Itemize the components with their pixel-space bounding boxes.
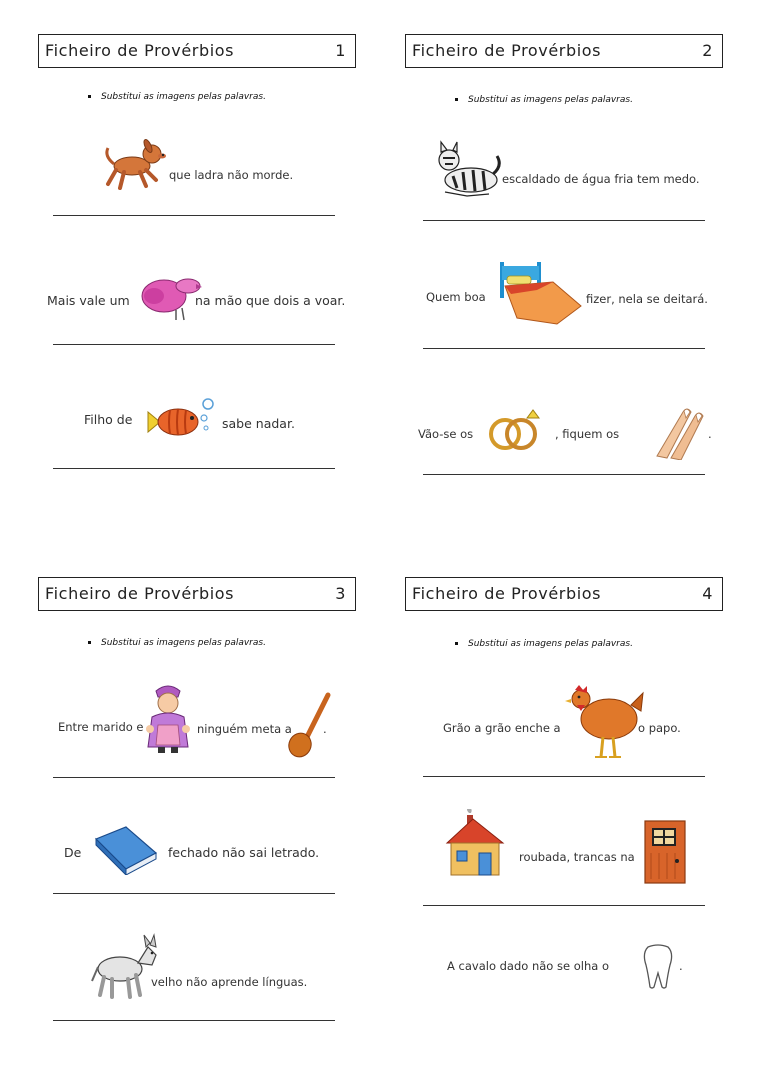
fish-icon	[144, 398, 216, 442]
card-header	[405, 34, 723, 68]
proverb-text-before: Quem boa	[426, 290, 486, 304]
proverb-text: na mão que dois a voar.	[195, 293, 346, 308]
proverb-text: sabe nadar.	[222, 416, 295, 431]
answer-line	[53, 777, 335, 778]
card-number: 4	[702, 584, 713, 603]
instruction-text: Substitui as imagens pelas palavras.	[468, 639, 633, 649]
door-icon	[643, 819, 687, 885]
answer-line	[423, 348, 705, 349]
card-title: Ficheiro de Provérbios	[45, 41, 235, 60]
proverb-text: escaldado de água fria tem medo.	[502, 172, 700, 186]
house-icon	[443, 809, 513, 879]
card-number: 3	[335, 584, 346, 603]
donkey-icon	[90, 933, 164, 999]
answer-line	[423, 905, 705, 906]
proverb-text: ninguém meta a	[197, 722, 292, 736]
proverb-card-2	[405, 34, 735, 534]
instruction-text: Substitui as imagens pelas palavras.	[468, 95, 633, 105]
rings-icon	[483, 406, 547, 456]
woman-icon	[144, 683, 192, 757]
bullet-icon	[455, 642, 458, 645]
answer-line	[423, 220, 705, 221]
card-title: Ficheiro de Provérbios	[412, 584, 602, 603]
card-number: 2	[702, 41, 713, 60]
proverb-text: fechado não sai letrado.	[168, 845, 320, 860]
proverb-text-before: A cavalo dado não se olha o	[447, 959, 609, 973]
proverb-text-after: .	[323, 722, 327, 736]
fingers-icon	[653, 404, 709, 460]
answer-line	[53, 468, 335, 469]
book-icon	[92, 823, 160, 875]
proverb-text-before: De	[64, 845, 82, 860]
proverb-card-3	[38, 577, 368, 1077]
proverb-text-before: Entre marido e	[58, 720, 144, 734]
bullet-icon	[88, 95, 91, 98]
proverb-text: o papo.	[638, 721, 681, 735]
proverb-text-before: Grão a grão enche a	[443, 721, 561, 735]
bullet-icon	[455, 98, 458, 101]
answer-line	[423, 776, 705, 777]
bed-icon	[497, 260, 583, 326]
proverb-text-before: Mais vale um	[47, 293, 130, 308]
bullet-icon	[88, 641, 91, 644]
proverb-text-before: Vão-se os	[418, 427, 474, 441]
proverb-text-before: Filho de	[84, 412, 133, 427]
cat-icon	[431, 138, 503, 200]
instruction-text: Substitui as imagens pelas palavras.	[101, 638, 266, 648]
card-header	[38, 577, 356, 611]
instruction	[455, 95, 633, 105]
proverb-text: , fiquem os	[555, 427, 620, 441]
instruction	[88, 92, 266, 102]
card-header	[38, 34, 356, 68]
card-header	[405, 577, 723, 611]
proverb-card-4	[405, 577, 735, 1077]
proverb-text: roubada, trancas na	[519, 850, 635, 864]
proverb-text: velho não aprende línguas.	[151, 975, 308, 989]
card-title: Ficheiro de Provérbios	[412, 41, 602, 60]
answer-line	[423, 474, 705, 475]
instruction	[455, 639, 633, 649]
answer-line	[53, 893, 335, 894]
proverb-text: que ladra não morde.	[169, 168, 294, 182]
proverb-text: fizer, nela se deitará.	[586, 292, 708, 306]
instruction-text: Substitui as imagens pelas palavras.	[101, 92, 266, 102]
proverb-card-1	[38, 34, 368, 534]
answer-line	[53, 1020, 335, 1021]
card-number: 1	[335, 41, 346, 60]
answer-line	[53, 215, 335, 216]
answer-line	[53, 344, 335, 345]
instruction	[88, 638, 266, 648]
proverb-text-after: .	[708, 427, 712, 441]
proverb-text-after: .	[679, 959, 683, 973]
dog-icon	[102, 134, 168, 194]
bird-icon	[136, 272, 202, 322]
hen-icon	[565, 683, 645, 761]
card-title: Ficheiro de Provérbios	[45, 584, 235, 603]
tooth-icon	[642, 943, 674, 991]
